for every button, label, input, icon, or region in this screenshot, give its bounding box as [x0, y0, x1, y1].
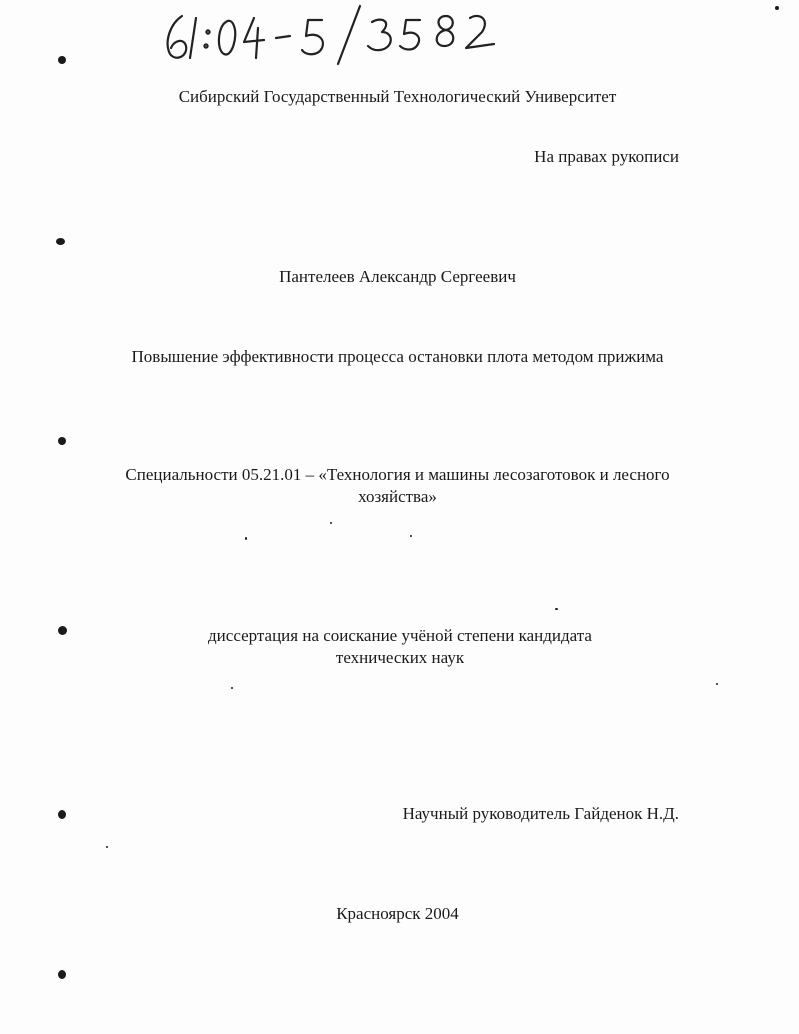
degree-block [190, 625, 610, 669]
author-name: Пантелеев Александр Сергеевич [279, 267, 516, 286]
degree-line-2: технических наук [335, 648, 465, 667]
scientific-supervisor: Научный руководитель Гайденок Н.Д. [402, 804, 679, 823]
binder-mark [58, 56, 66, 64]
binder-mark [58, 437, 66, 445]
city-and-year: Красноярск 2004 [336, 904, 459, 923]
handwritten-archive-code [160, 2, 505, 66]
university-name: Сибирский Государственный Технологический Университет [178, 87, 617, 106]
binder-mark [58, 970, 66, 979]
scan-speck [231, 687, 233, 689]
scan-speck [106, 846, 108, 848]
specialty-line-2: хозяйства» [358, 487, 437, 506]
binder-mark [56, 238, 65, 245]
scan-speck [775, 6, 779, 10]
degree-line-1: диссертация на соискание учёной степени кандидата [208, 626, 592, 645]
dissertation-title: Повышение эффективности процесса остановки плота методом прижима [131, 347, 664, 366]
scan-speck [410, 535, 412, 537]
scan-speck [555, 608, 558, 610]
scan-speck [245, 537, 247, 540]
scan-speck [716, 683, 718, 685]
manuscript-rights-note: На правах рукописи [534, 147, 679, 166]
specialty-line-1: Специальности 05.21.01 – «Технология и машины лесозаготовок и лесного [125, 465, 670, 484]
specialty-block [110, 464, 685, 508]
scan-speck [330, 522, 332, 524]
binder-mark [58, 626, 67, 635]
handwritten-code-drawing [160, 2, 505, 66]
binder-mark [58, 810, 66, 819]
